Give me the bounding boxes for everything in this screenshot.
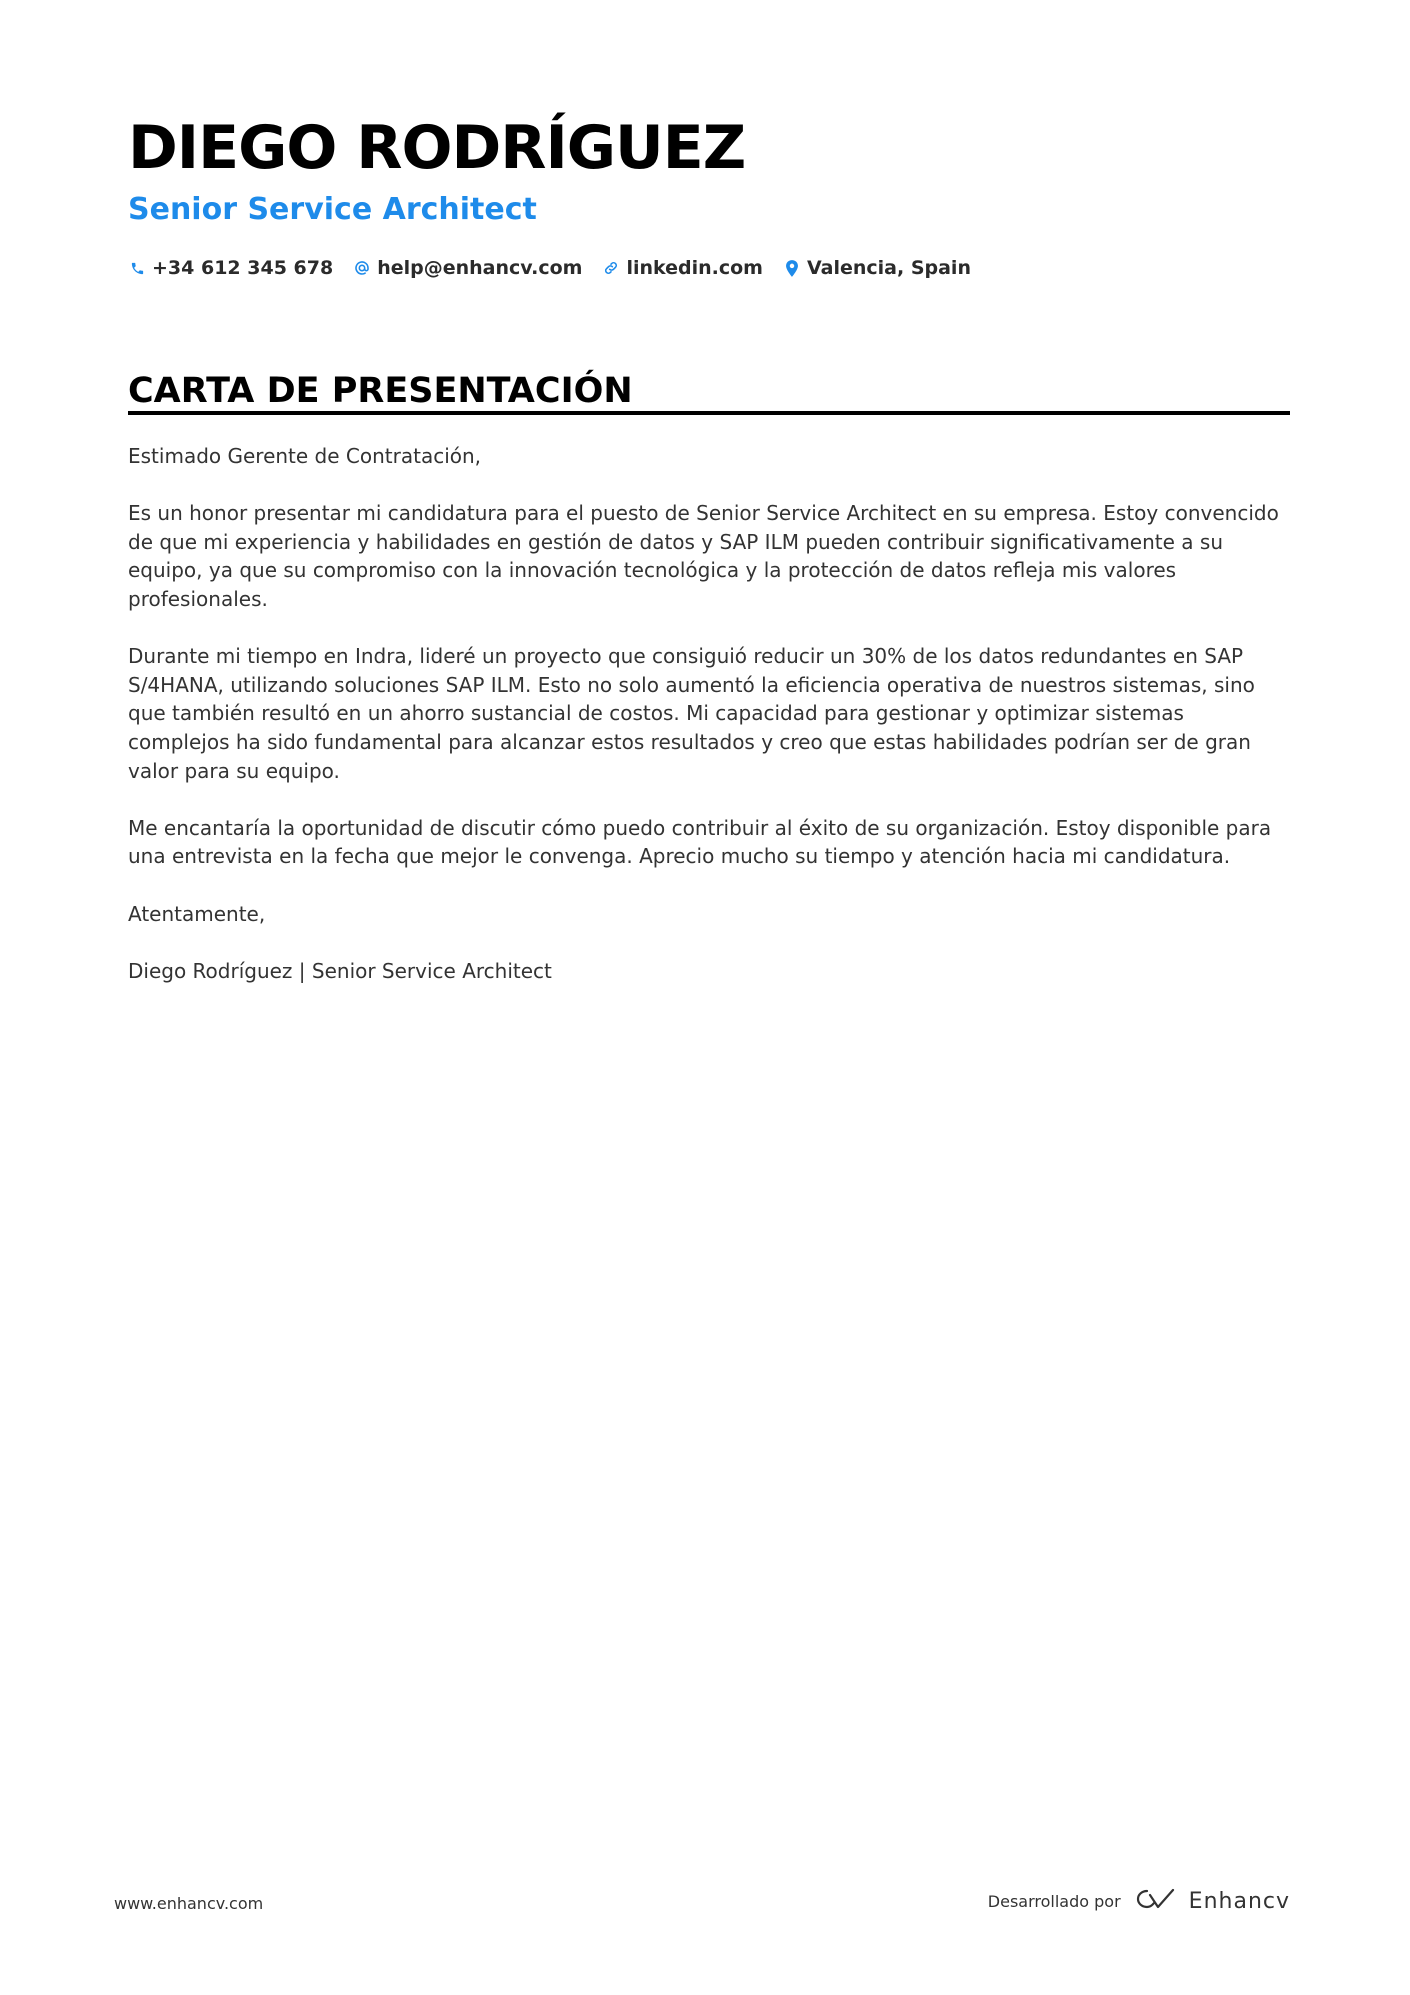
- contact-linkedin[interactable]: [602, 257, 763, 279]
- contact-phone-text: +34 612 345 678: [152, 257, 334, 279]
- contact-phone[interactable]: [128, 257, 333, 279]
- section-divider: [128, 411, 1290, 415]
- letter-paragraph: Me encantaría la oportunidad de discutir cómo puedo contribuir al éxito de su organización. Estoy disponible para una entrevista en la fecha que mejor le convenga. Aprecio mucho su tiempo y atención hacia mi candidatura.: [128, 815, 1272, 869]
- location-pin-icon: [783, 259, 801, 277]
- at-icon: [353, 259, 371, 277]
- candidate-title: Senior Service Architect: [128, 192, 537, 227]
- letter-signature: Diego Rodríguez | Senior Service Architect: [128, 958, 552, 983]
- enhancv-logo-icon: [1133, 1886, 1189, 1917]
- letter-paragraph: Es un honor presentar mi candidatura para el puesto de Senior Service Architect en su empresa. Estoy convencido de que mi experiencia y habilidades en gestión de datos y SAP ILM pueden contribuir significativamente a su equipo, ya que su compromiso con la innovación tecnológica y la protección de datos refleja mis valores profesionales.: [128, 501, 1279, 611]
- contact-linkedin-text: linkedin.com: [626, 257, 763, 279]
- letter-closing: Atentamente,: [128, 901, 266, 926]
- footer-website-link[interactable]: www.enhancv.com: [114, 1894, 264, 1913]
- contact-info-row: [128, 254, 991, 282]
- letter-greeting: Estimado Gerente de Contratación,: [128, 444, 482, 468]
- link-icon: [602, 259, 620, 277]
- contact-email-text: help@enhancv.com: [377, 257, 583, 279]
- letter-body: [128, 442, 1290, 1014]
- brand-name: Enhancv: [1188, 1889, 1290, 1914]
- candidate-name: DIEGO RODRÍGUEZ: [128, 113, 746, 183]
- section-heading: CARTA DE PRESENTACIÓN: [128, 371, 633, 411]
- powered-by-label: Desarrollado por: [987, 1892, 1121, 1911]
- phone-icon: [128, 259, 146, 277]
- contact-email[interactable]: [353, 257, 582, 279]
- contact-location: [783, 257, 971, 279]
- contact-location-text: Valencia, Spain: [806, 257, 971, 279]
- footer-branding[interactable]: [988, 1886, 1290, 1917]
- letter-paragraph: Durante mi tiempo en Indra, lideré un proyecto que consiguió reducir un 30% de los datos redundantes en SAP S/4HANA, utilizando soluciones SAP ILM. Esto no solo aumentó la eficiencia operativa de nuestros sistemas, sino que también resultó en un ahorro sustancial de costos. Mi capacidad para gestionar y optimizar sistemas complejos ha sido fundamental para alcanzar estos resultados y creo que estas habilidades podrían ser de gran valor para su equipo.: [128, 644, 1255, 783]
